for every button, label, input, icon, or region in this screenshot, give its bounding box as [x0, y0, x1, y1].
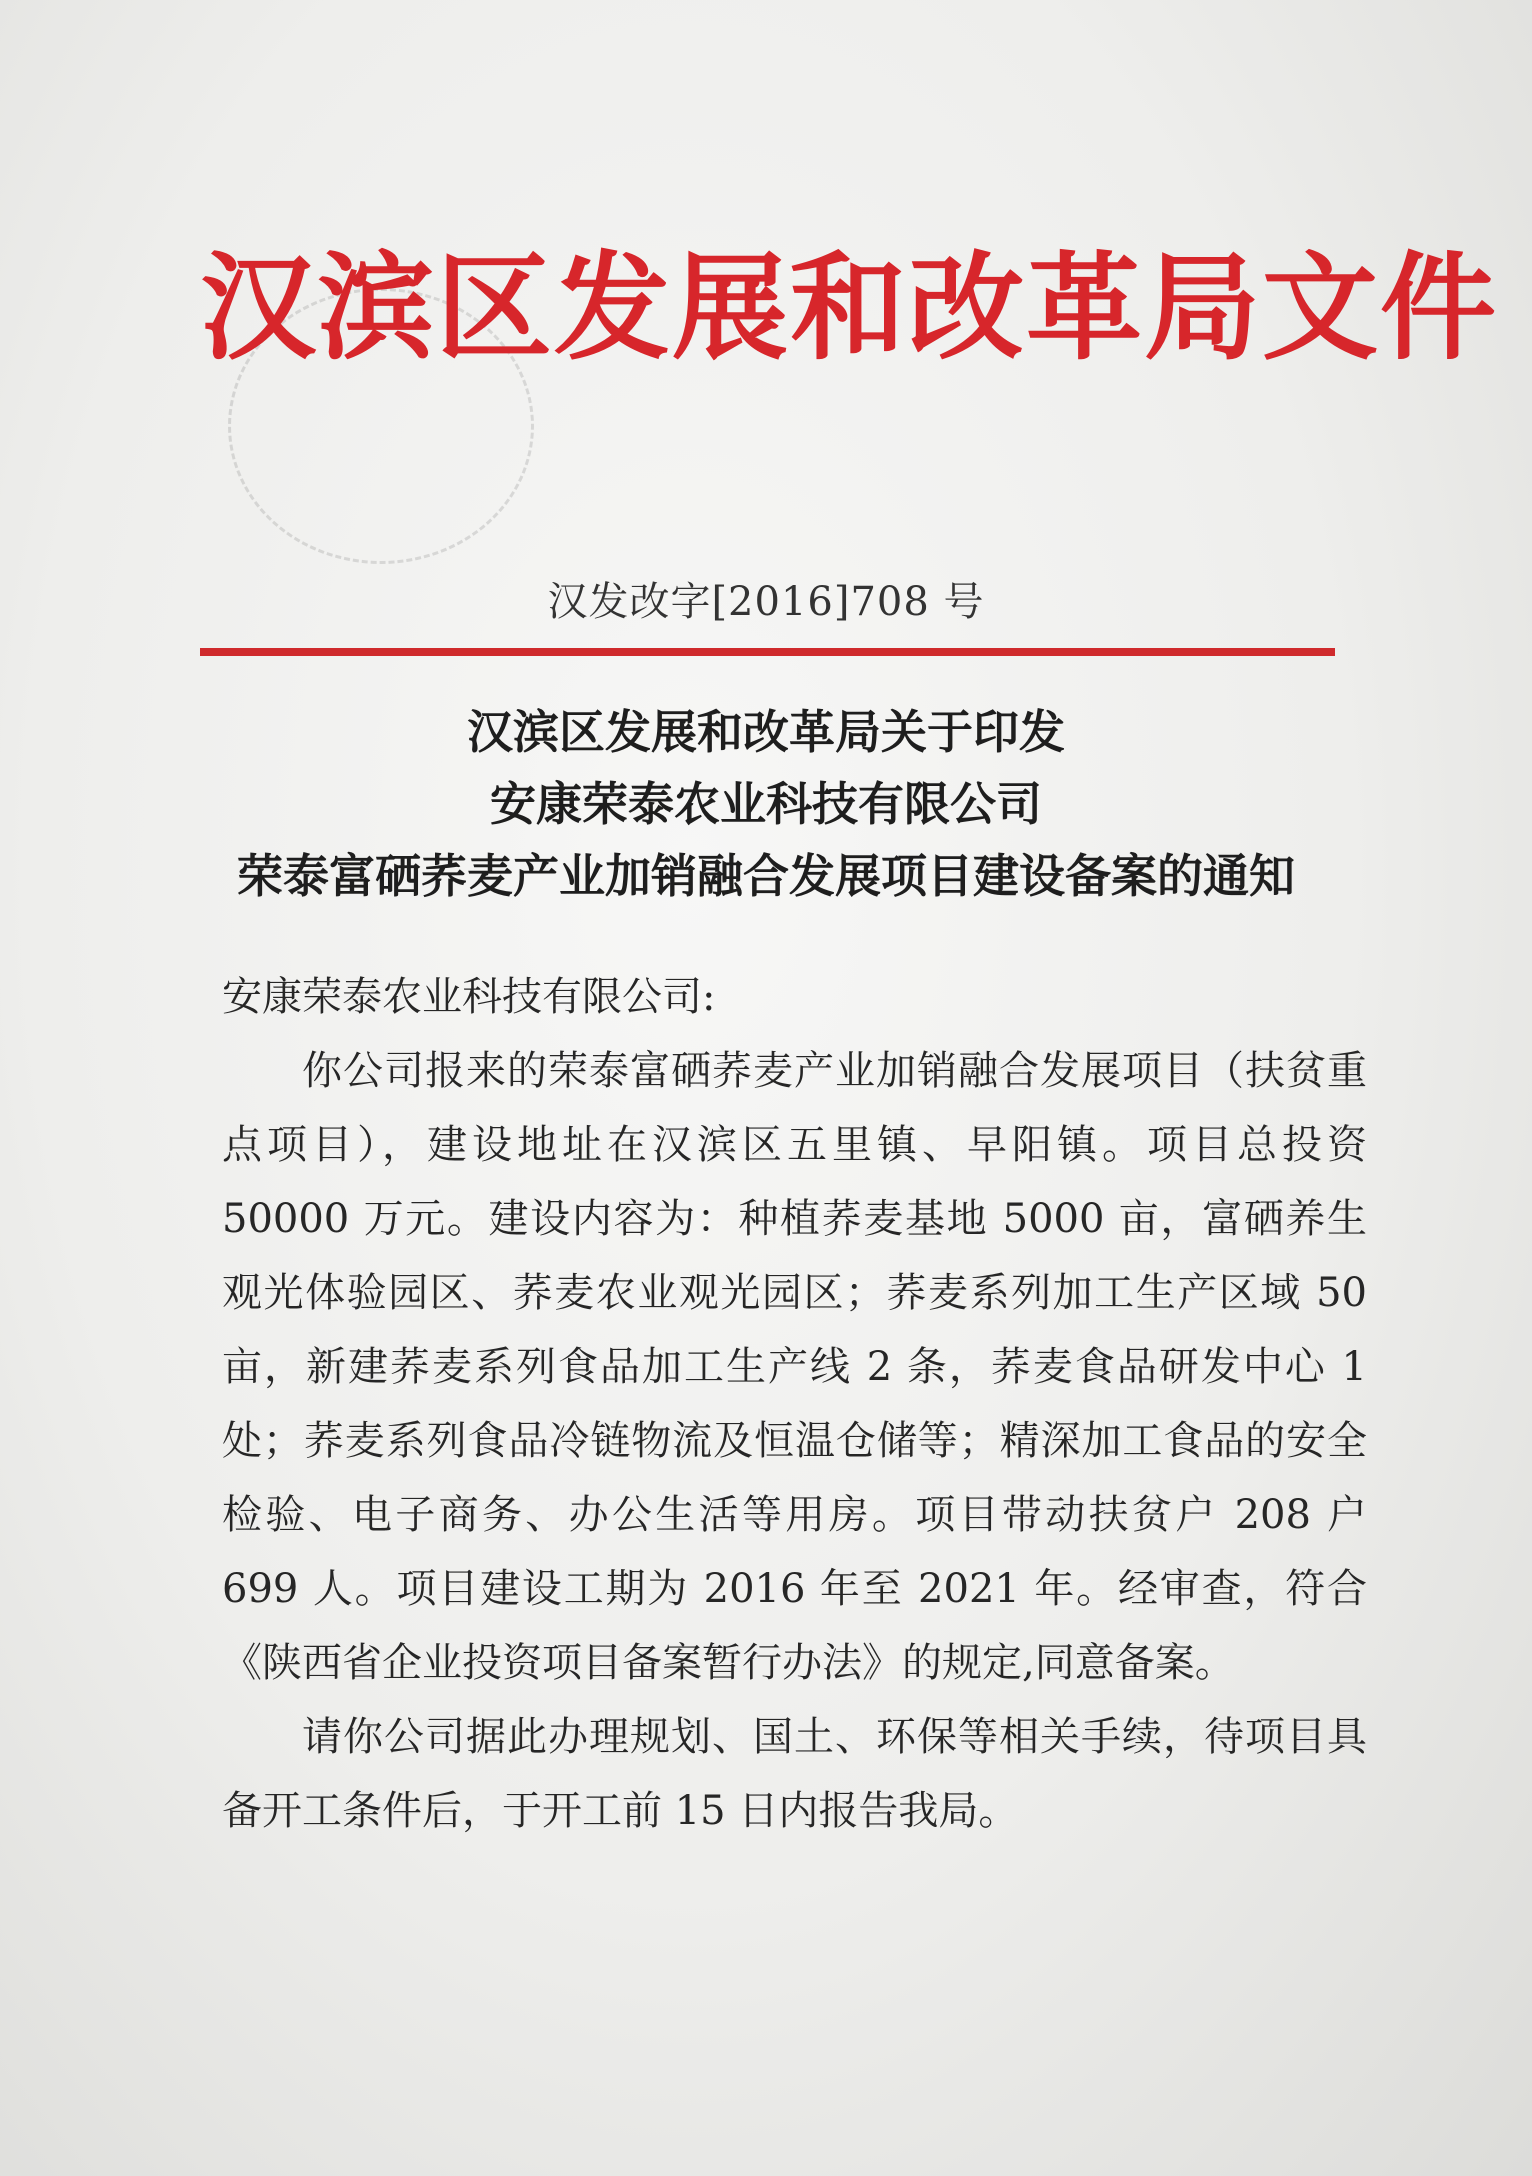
salutation: 安康荣泰农业科技有限公司:: [222, 974, 716, 1020]
body-paragraph: 你公司报来的荣泰富硒荞麦产业加销融合发展项目（扶贫重点项目），建设地址在汉滨区五里镇、早阳镇。项目总投资 50000 万元。建设内容为：种植荞麦基地 5000 亩，富硒养生观光体验园区、荞麦农业观光园区；荞麦系列加工生产区域 50 亩，新建荞麦系列食品加工生产线 2 条，荞麦食品研发中心 1 处；荞麦系列食品冷链物流及恒温仓储等；精深加工食品的安全检验、电子商务、办公生活等用房。项目带动扶贫户 208 户 699 人。项目建设工期为 2016 年至 2021 年。经审查，符合《陕西省企业投资项目备案暂行办法》的规定,同意备案。: [222, 1048, 1367, 1686]
document-number: 汉发改字[2016]708 号: [547, 579, 985, 625]
masthead-title: 汉滨区发展和改革局文件: [200, 240, 1498, 376]
title-line: 汉滨区发展和改革局关于印发: [467, 705, 1065, 759]
body-paragraph: 请你公司据此办理规划、国土、环保等相关手续，待项目具备开工条件后，于开工前 15 日内报告我局。: [222, 1714, 1367, 1834]
title-line: 荣泰富硒荞麦产业加销融合发展项目建设备案的通知: [237, 849, 1295, 903]
notice-title: [0, 696, 1532, 912]
title-line: 安康荣泰农业科技有限公司: [490, 777, 1042, 831]
notice-body: [222, 960, 1367, 1848]
red-divider-rule: [200, 648, 1335, 656]
